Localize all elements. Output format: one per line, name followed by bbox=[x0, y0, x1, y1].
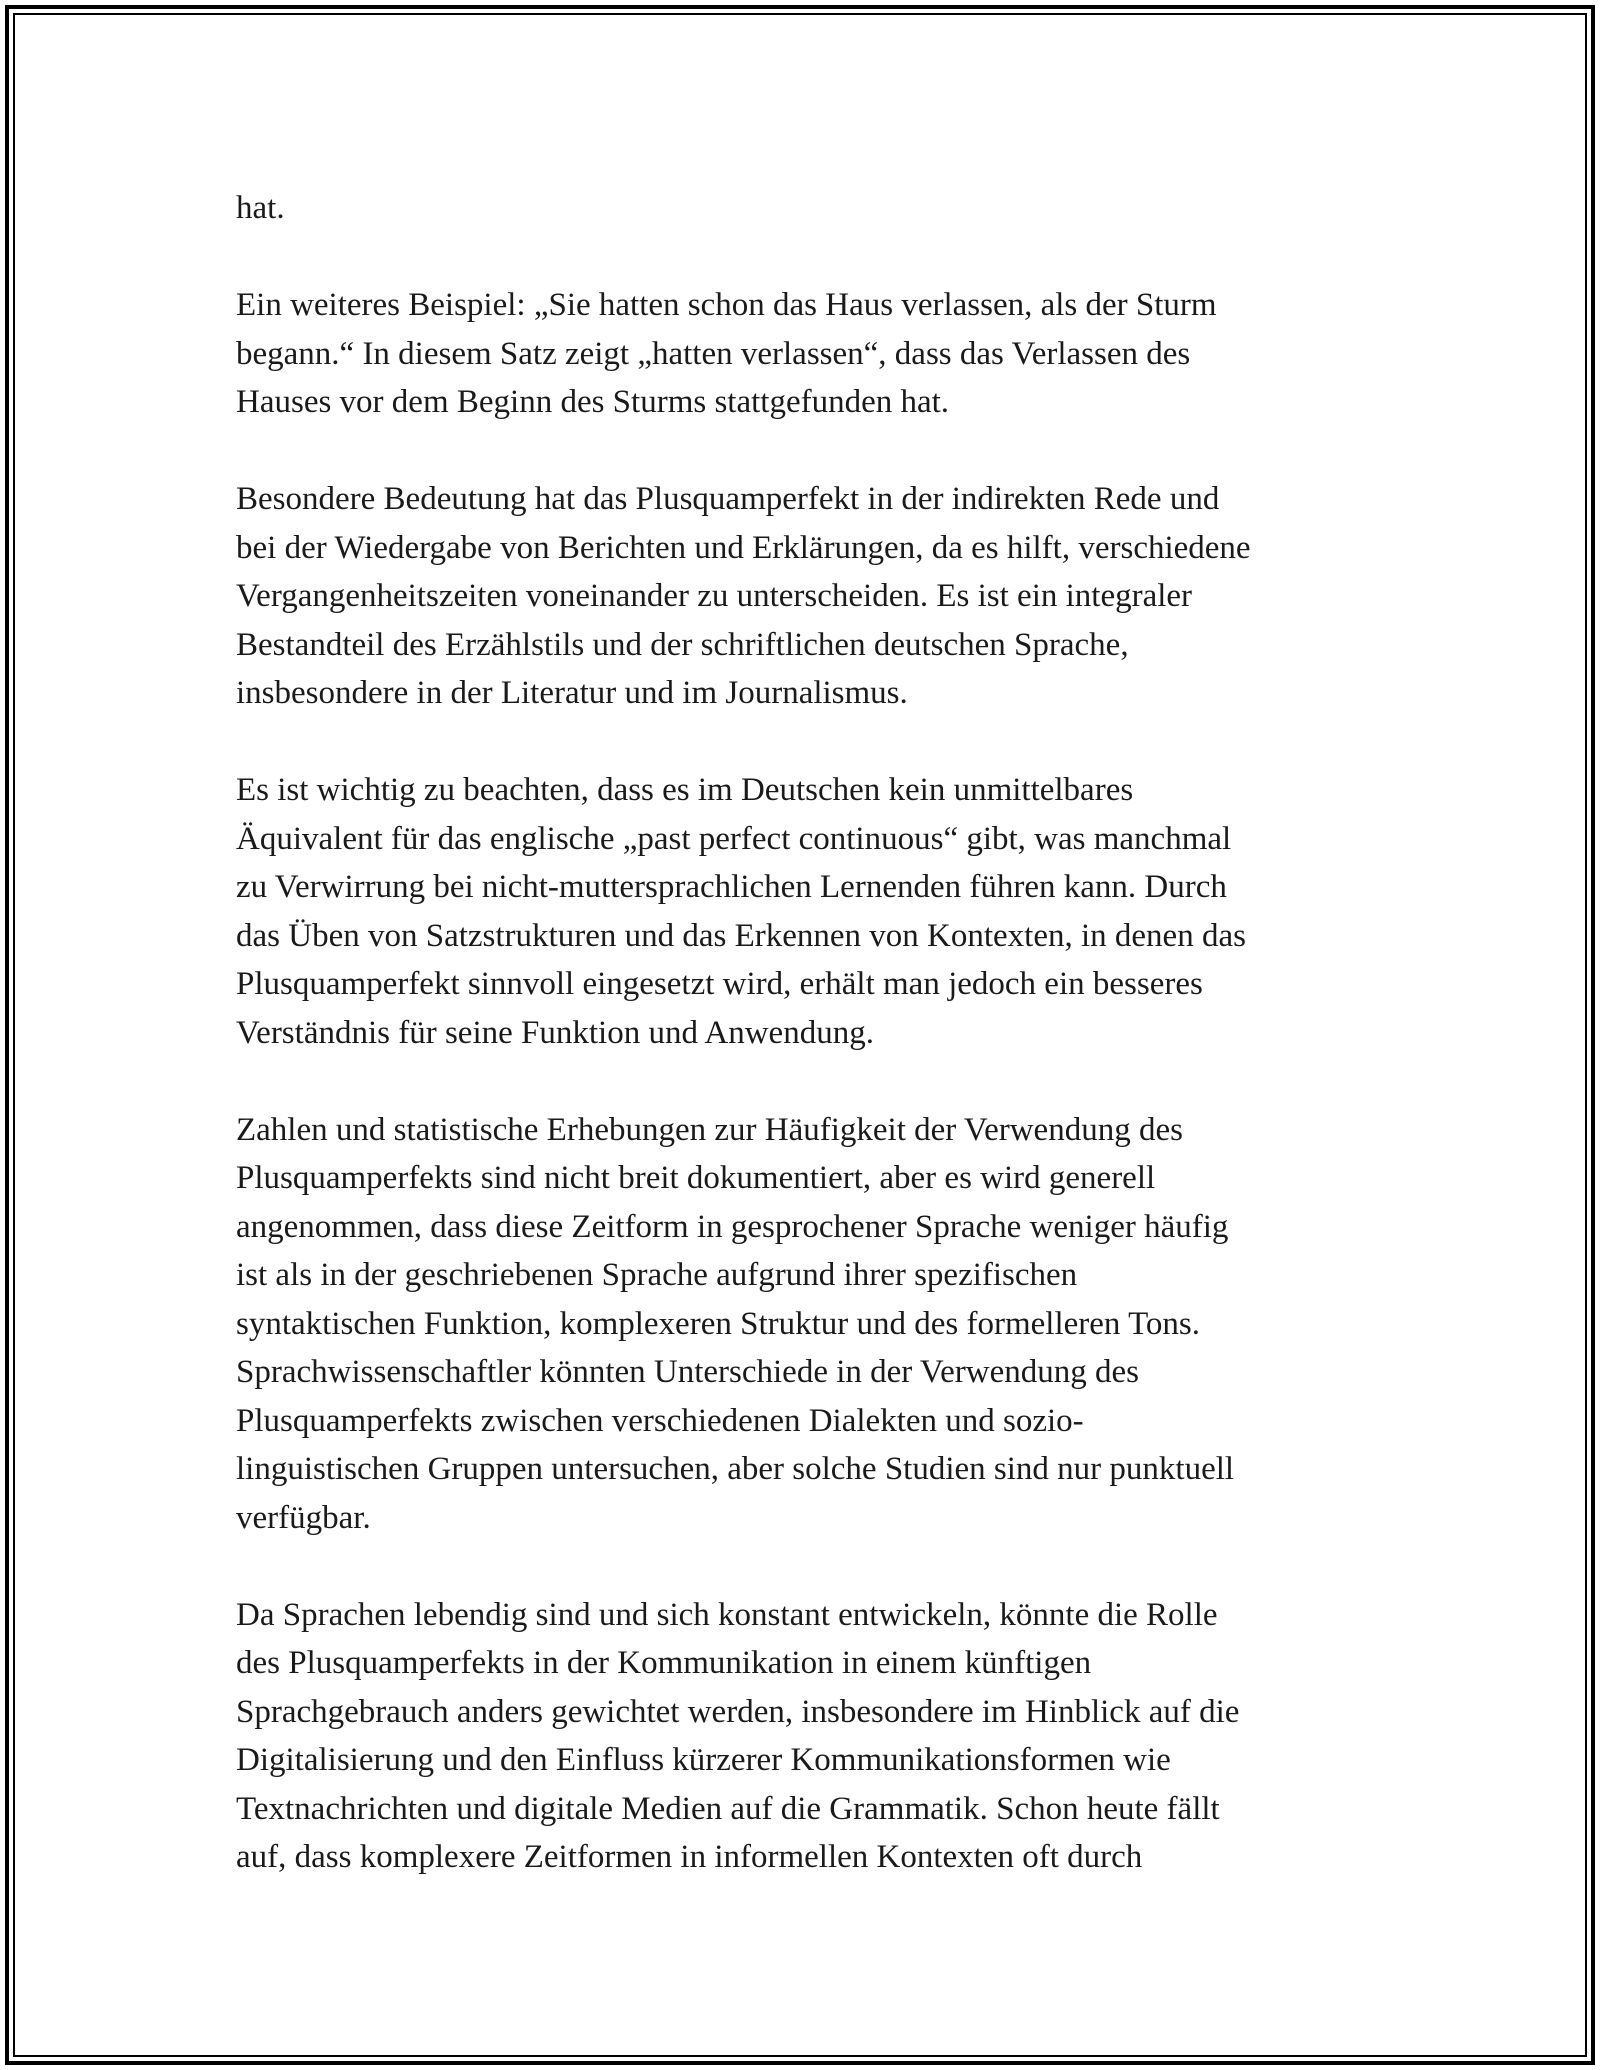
text-line: linguistischen Gruppen untersuchen, aber solche Studien sind nur punktuell bbox=[236, 1451, 1235, 1487]
text-line: Bestandteil des Erzählstils und der schriftlichen deutschen Sprache, bbox=[236, 626, 1129, 663]
text-line: begann.“ In diesem Satz zeigt „hatten verlassen“, dass das Verlassen des bbox=[236, 335, 1191, 372]
text-line: Sprachgebrauch anders gewichtet werden, insbesondere im Hinblick auf die bbox=[236, 1693, 1240, 1730]
text-line: Es ist wichtig zu beachten, dass es im Deutschen kein unmittelbares bbox=[236, 772, 1134, 808]
text-line: das Üben von Satzstrukturen und das Erkennen von Kontexten, in denen das bbox=[236, 917, 1246, 954]
text-line: Sprachwissenschaftler könnten Unterschiede in der Verwendung des bbox=[236, 1354, 1139, 1390]
text-line: des Plusquamperfekts in der Kommunikation in einem künftigen bbox=[236, 1645, 1092, 1681]
text-line: Plusquamperfekts zwischen verschiedenen Dialekten und sozio- bbox=[236, 1402, 1084, 1439]
paragraph-example bbox=[236, 281, 1396, 427]
text-line: auf, dass komplexere Zeitformen in informellen Kontexten oft durch bbox=[236, 1839, 1143, 1875]
text-line: Textnachrichten und digitale Medien auf die Grammatik. Schon heute fällt bbox=[236, 1790, 1220, 1827]
text-line: zu Verwirrung bei nicht-muttersprachlichen Lernenden führen kann. Durch bbox=[236, 869, 1227, 905]
text-line: angenommen, dass diese Zeitform in gesprochener Sprache weniger häufig bbox=[236, 1208, 1229, 1245]
text-line: Plusquamperfekts sind nicht breit dokumentiert, aber es wird generell bbox=[236, 1160, 1156, 1196]
paragraph-continuation bbox=[236, 184, 1396, 233]
text-line: ist als in der geschriebenen Sprache aufgrund ihrer spezifischen bbox=[236, 1257, 1078, 1293]
text-line: hat. bbox=[236, 190, 285, 226]
paragraph-statistics bbox=[236, 1106, 1396, 1543]
text-line: Da Sprachen lebendig sind und sich konstant entwickeln, könnte die Rolle bbox=[236, 1596, 1218, 1633]
text-line: verfügbar. bbox=[236, 1499, 371, 1536]
text-line: Hauses vor dem Beginn des Sturms stattgefunden hat. bbox=[236, 384, 950, 420]
text-line: insbesondere in der Literatur und im Journalismus. bbox=[236, 675, 908, 711]
text-line: Plusquamperfekt sinnvoll eingesetzt wird, erhält man jedoch ein besseres bbox=[236, 966, 1203, 1002]
text-line: Verständnis für seine Funktion und Anwendung. bbox=[236, 1014, 874, 1051]
text-line: bei der Wiedergabe von Berichten und Erklärungen, da es hilft, verschiedene bbox=[236, 529, 1251, 566]
document-body bbox=[236, 184, 1396, 1930]
paragraph-past-perfect-continuous bbox=[236, 766, 1396, 1057]
paragraph-language-evolution bbox=[236, 1591, 1396, 1882]
paragraph-indirect-speech bbox=[236, 475, 1396, 718]
text-line: Digitalisierung und den Einfluss kürzerer Kommunikationsformen wie bbox=[236, 1742, 1171, 1778]
text-line: Zahlen und statistische Erhebungen zur Häufigkeit der Verwendung des bbox=[236, 1111, 1183, 1148]
text-line: syntaktischen Funktion, komplexeren Struktur und des formelleren Tons. bbox=[236, 1305, 1201, 1342]
text-line: Äquivalent für das englische „past perfect continuous“ gibt, was manchmal bbox=[236, 820, 1232, 857]
text-line: Vergangenheitszeiten voneinander zu unterscheiden. Es ist ein integraler bbox=[236, 578, 1193, 614]
text-line: Besondere Bedeutung hat das Plusquamperfekt in der indirekten Rede und bbox=[236, 481, 1220, 517]
text-line: Ein weiteres Beispiel: „Sie hatten schon das Haus verlassen, als der Sturm bbox=[236, 287, 1217, 323]
